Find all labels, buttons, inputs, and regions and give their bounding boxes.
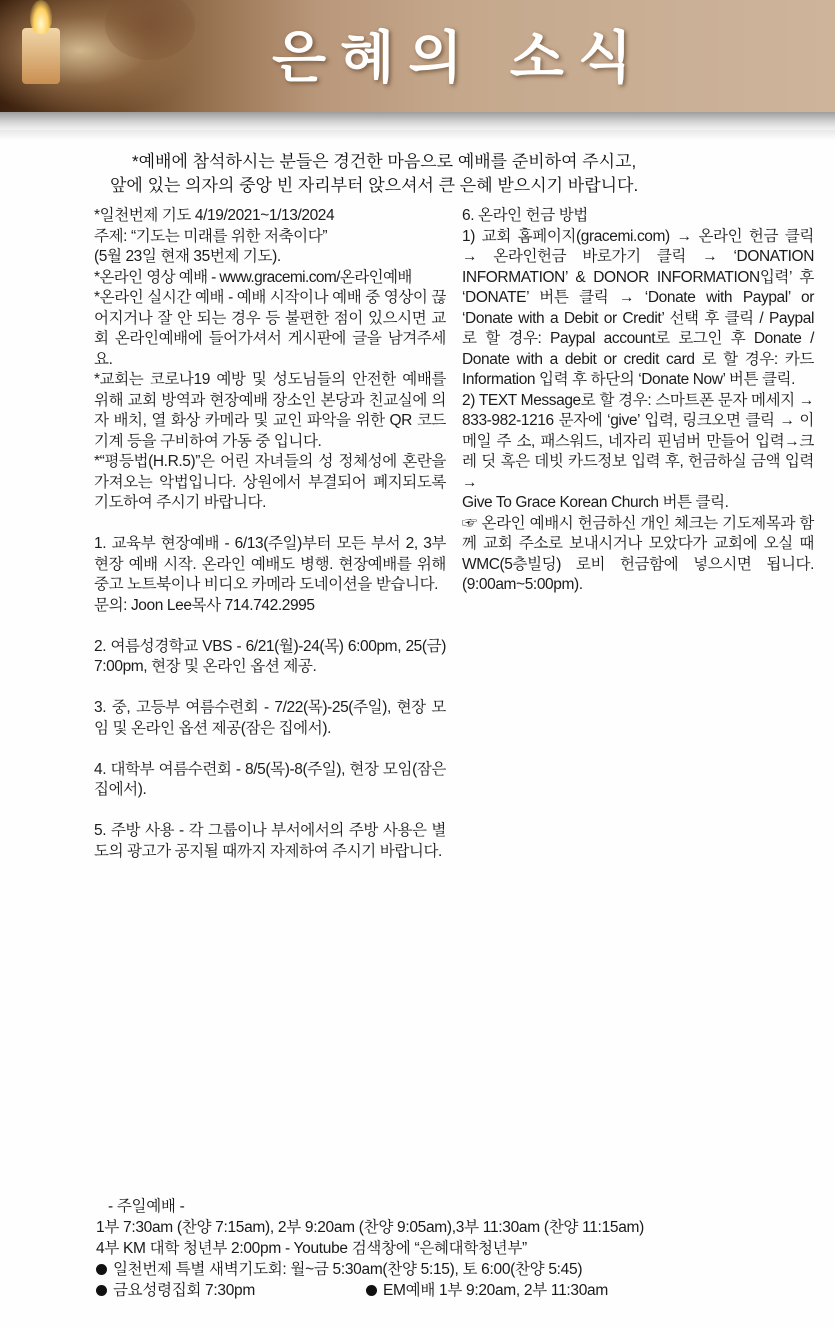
worship-notice xyxy=(110,150,810,198)
em-service-schedule: EM예배 1부 9:20am, 2부 11:30am xyxy=(383,1282,608,1299)
bullet-icon xyxy=(96,1285,107,1296)
prayer-theme: 주제: “기도는 미래를 위한 저축이다” xyxy=(94,227,328,245)
prayer-note: (5월 23일 현재 35번제 기도). xyxy=(94,248,281,265)
online-live-worship: *온라인 실시간 예배 - 예배 시작이나 예배 중 영상이 끊어지거나 잘 안 되는 경우 등 불편한 점이 있으시면 교회 온라인예배에 들어가셔서 게시판에 글을 남겨주세요. xyxy=(94,289,446,368)
bullet-icon xyxy=(96,1264,107,1275)
banner-title: 은혜의 소식 xyxy=(272,26,646,91)
schedule-line-2: 4부 KM 대학 청년부 2:00pm - Youtube 검색창에 “은혜대학청년부” xyxy=(96,1240,527,1257)
notice-line-2: 앞에 있는 의자의 중앙 빈 자리부터 앉으셔서 큰 은혜 받으시기 바랍니다. xyxy=(110,176,639,195)
header-divider xyxy=(0,112,835,130)
schedule-line-1: 1부 7:30am (찬양 7:15am), 2부 9:20am (찬양 9:05am),3부 11:30am (찬양 11:15am) xyxy=(96,1219,645,1236)
announcement-4: 4. 대학부 여름수련회 - 8/5(목)-8(주일), 현장 모임(잠은 집에서). xyxy=(94,760,446,798)
candle-flame-icon xyxy=(30,0,52,34)
offering-check-note: ☞ 온라인 예배시 헌금하신 개인 체크는 기도제목과 함께 교회 주소로 보내시거나 모았다가 교회에 오실 때 WMC(5층빌딩) 로비 헌금함에 넣으시면 됩니다. (9:00am~5:00pm). xyxy=(462,514,814,593)
announcements-left-column xyxy=(94,206,446,862)
candle-image xyxy=(22,28,60,84)
covid-notice: *교회는 코로나19 예방 및 성도님들의 안전한 예배를 위해 교회 방역과 현장예배 장소인 본당과 친교실에 의자 배치, 열 화상 카메라 및 교인 파악을 위한 QR 코드 기계 등을 구비하여 가동 중 입니다. xyxy=(94,371,446,450)
announcement-5: 5. 주방 사용 - 각 그룹이나 부서에서의 주방 사용은 별도의 광고가 공지될 때까지 자제하여 주시기 바랍니다. xyxy=(94,822,446,860)
bullet-icon xyxy=(366,1285,377,1296)
schedule-header: - 주일예배 - xyxy=(108,1198,185,1215)
dawn-prayer-schedule: 일천번제 특별 새벽기도회: 월~금 5:30am(찬양 5:15), 토 6:00(찬양 5:45) xyxy=(113,1261,583,1278)
schedule-line-4 xyxy=(96,1280,816,1301)
announcement-1-contact: 문의: Joon Lee목사 714.742.2995 xyxy=(94,596,315,614)
worship-schedule xyxy=(96,1196,816,1301)
announcement-1: 1. 교육부 현장예배 - 6/13(주일)부터 모든 부서 2, 3부 현장 예배 시작. 온라인 예배도 병행. 현장예배를 위해 중고 노트북이나 비디오 카메라 도네이션을 받습니다. xyxy=(94,535,446,593)
offering-method-1: 1) 교회 홈페이지(gracemi.com) → 온라인 헌금 클릭 → 온라인헌금 바로가기 클릭 → ‘DONATION INFORMATION’ & DONOR INFORMATION입력’ 후 ‘DONATE’ 버튼 클릭 → ‘Donate with Paypal’ or ‘Donate with a Debit or Credit’ 선택 후 클릭 / Paypal 로 할 경우: Paypal account로 로그인 후 Donate / Donate with a debit or credit card 로 할 경우: 카드 Information 입력 후 하단의 ‘Donate Now’ 버튼 클릭. xyxy=(462,227,814,388)
equality-act-notice: *“평등법(H.R.5)”은 어린 자녀들의 성 정체성에 혼란을 가져오는 악법입니다. 상원에서 부결되어 폐지되도록 기도하여 주시기 바랍니다. xyxy=(94,453,446,511)
offering-method-2: 2) TEXT Message로 할 경우: 스마트폰 문자 메세지 → 833-982-1216 문자에 ‘give’ 입력, 링크오면 클릭 → 이메일 주 소, 패스워드, 네자리 핀넘버 만들어 입력→크레 딧 혹은 데빗 카드정보 입력 후, 헌금하실 금액 입력→ xyxy=(462,391,814,491)
announcement-3: 3. 중, 고등부 여름수련회 - 7/22(목)-25(주일), 현장 모임 및 온라인 옵션 제공(잠은 집에서). xyxy=(94,699,446,737)
schedule-line-3 xyxy=(96,1259,816,1280)
header-banner xyxy=(0,0,835,112)
online-offering-title: 6. 온라인 헌금 방법 xyxy=(462,207,588,224)
friday-service-schedule: 금요성령집회 7:30pm xyxy=(113,1282,255,1299)
offering-method-2-end: Give To Grace Korean Church 버튼 클릭. xyxy=(462,494,729,511)
online-video-worship: *온라인 영상 예배 - www.gracemi.com/온라인예배 xyxy=(94,268,412,286)
header-divider-fade xyxy=(0,130,835,140)
announcements-right-column xyxy=(462,206,814,596)
prayer-title: *일천번제 기도 4/19/2021~1/13/2024 xyxy=(94,207,335,224)
announcement-2: 2. 여름성경학교 VBS - 6/21(월)-24(목) 6:00pm, 25(금) 7:00pm, 현장 및 온라인 옵션 제공. xyxy=(94,637,446,675)
notice-line-1: *예배에 참석하시는 분들은 경건한 마음으로 예배를 준비하여 주시고, xyxy=(132,152,637,171)
